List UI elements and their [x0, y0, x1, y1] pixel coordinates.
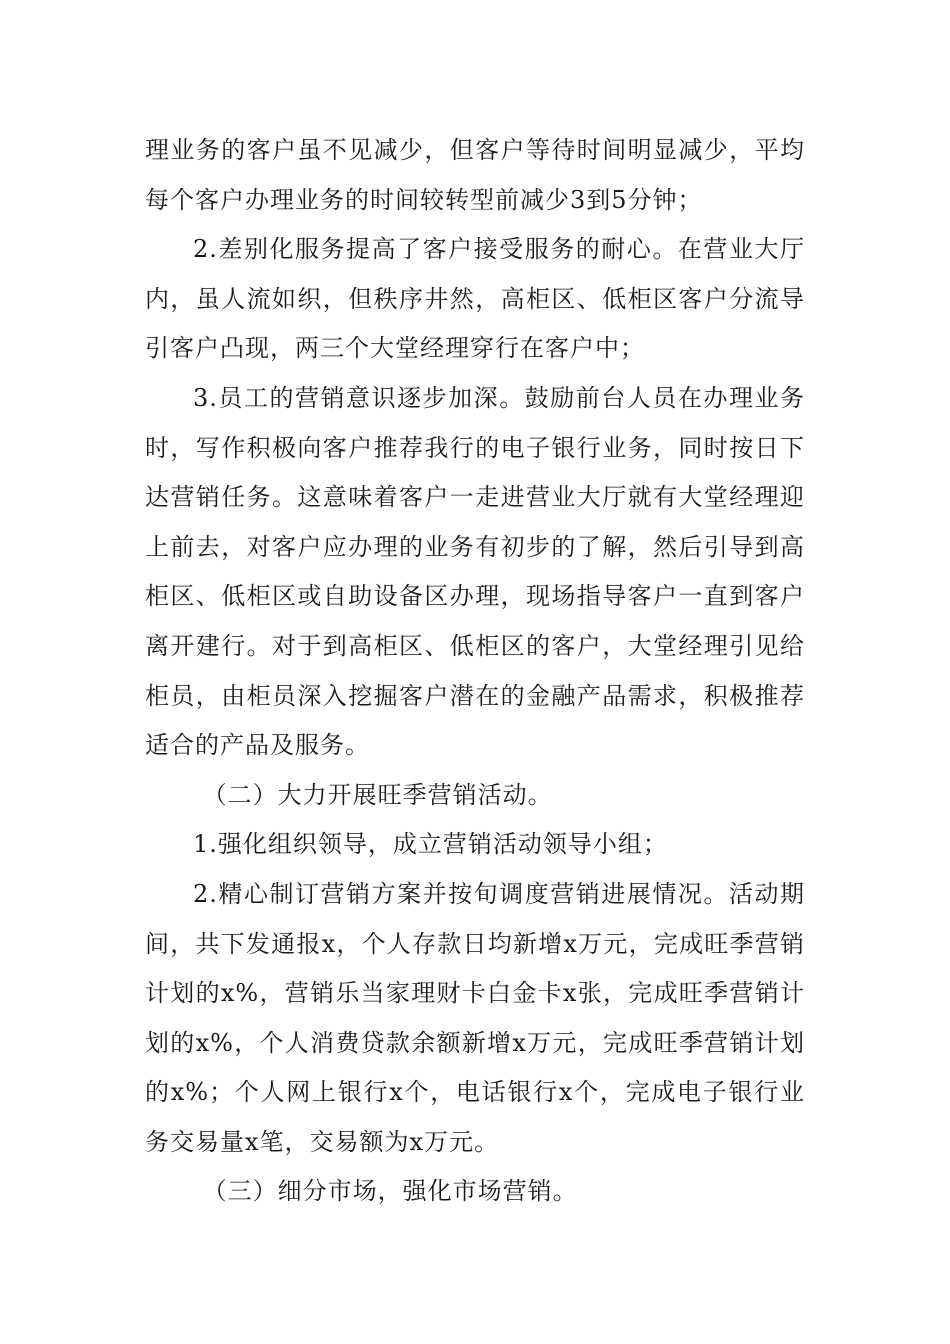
section-heading-3: （三）细分市场，强化市场营销。 [202, 1177, 578, 1206]
paragraph-item-2-service: 2.差别化服务提高了客户接受服务的耐心。在营业大厅内，虽人流如织，但秩序井然，高柜区、低柜区客户分流导引客户凸现，两三个大堂经理穿行在客户中； [145, 235, 805, 363]
paragraph-item-2-plan: 2.精心制订营销方案并按旬调度营销进展情况。活动期间，共下发通报x，个人存款日均新增x万元，完成旺季营销计划的x%，营销乐当家理财卡白金卡x张，完成旺季营销计划的x%，个人消费贷款余额新增x万元，完成旺季营销计划的x%；个人网上银行x个，电话银行x个，完成电子银行业务交易量x笔，交易额为x万元。 [145, 879, 805, 1156]
paragraph-continuation: 理业务的客户虽不见减少，但客户等待时间明显减少，平均每个客户办理业务的时间较转型前减少3到5分钟； [145, 136, 805, 214]
paragraph-item-3-marketing-awareness: 3.员工的营销意识逐步加深。鼓励前台人员在办理业务时，写作积极向客户推荐我行的电子银行业务，同时按日下达营销任务。这意味着客户一走进营业大厅就有大堂经理迎上前去，对客户应办理的业务有初步的了解，然后引导到高柜区、低柜区或自助设备区办理，现场指导客户一直到客户离开建行。对于到高柜区、低柜区的客户，大堂经理引见给柜员，由柜员深入挖掘客户潜在的金融产品需求，积极推荐适合的产品及服务。 [145, 383, 805, 760]
section-heading-2: （二）大力开展旺季营销活动。 [202, 780, 553, 809]
document-body [145, 126, 805, 1217]
paragraph-item-1-leadership: 1.强化组织领导，成立营销活动领导小组； [193, 830, 668, 859]
